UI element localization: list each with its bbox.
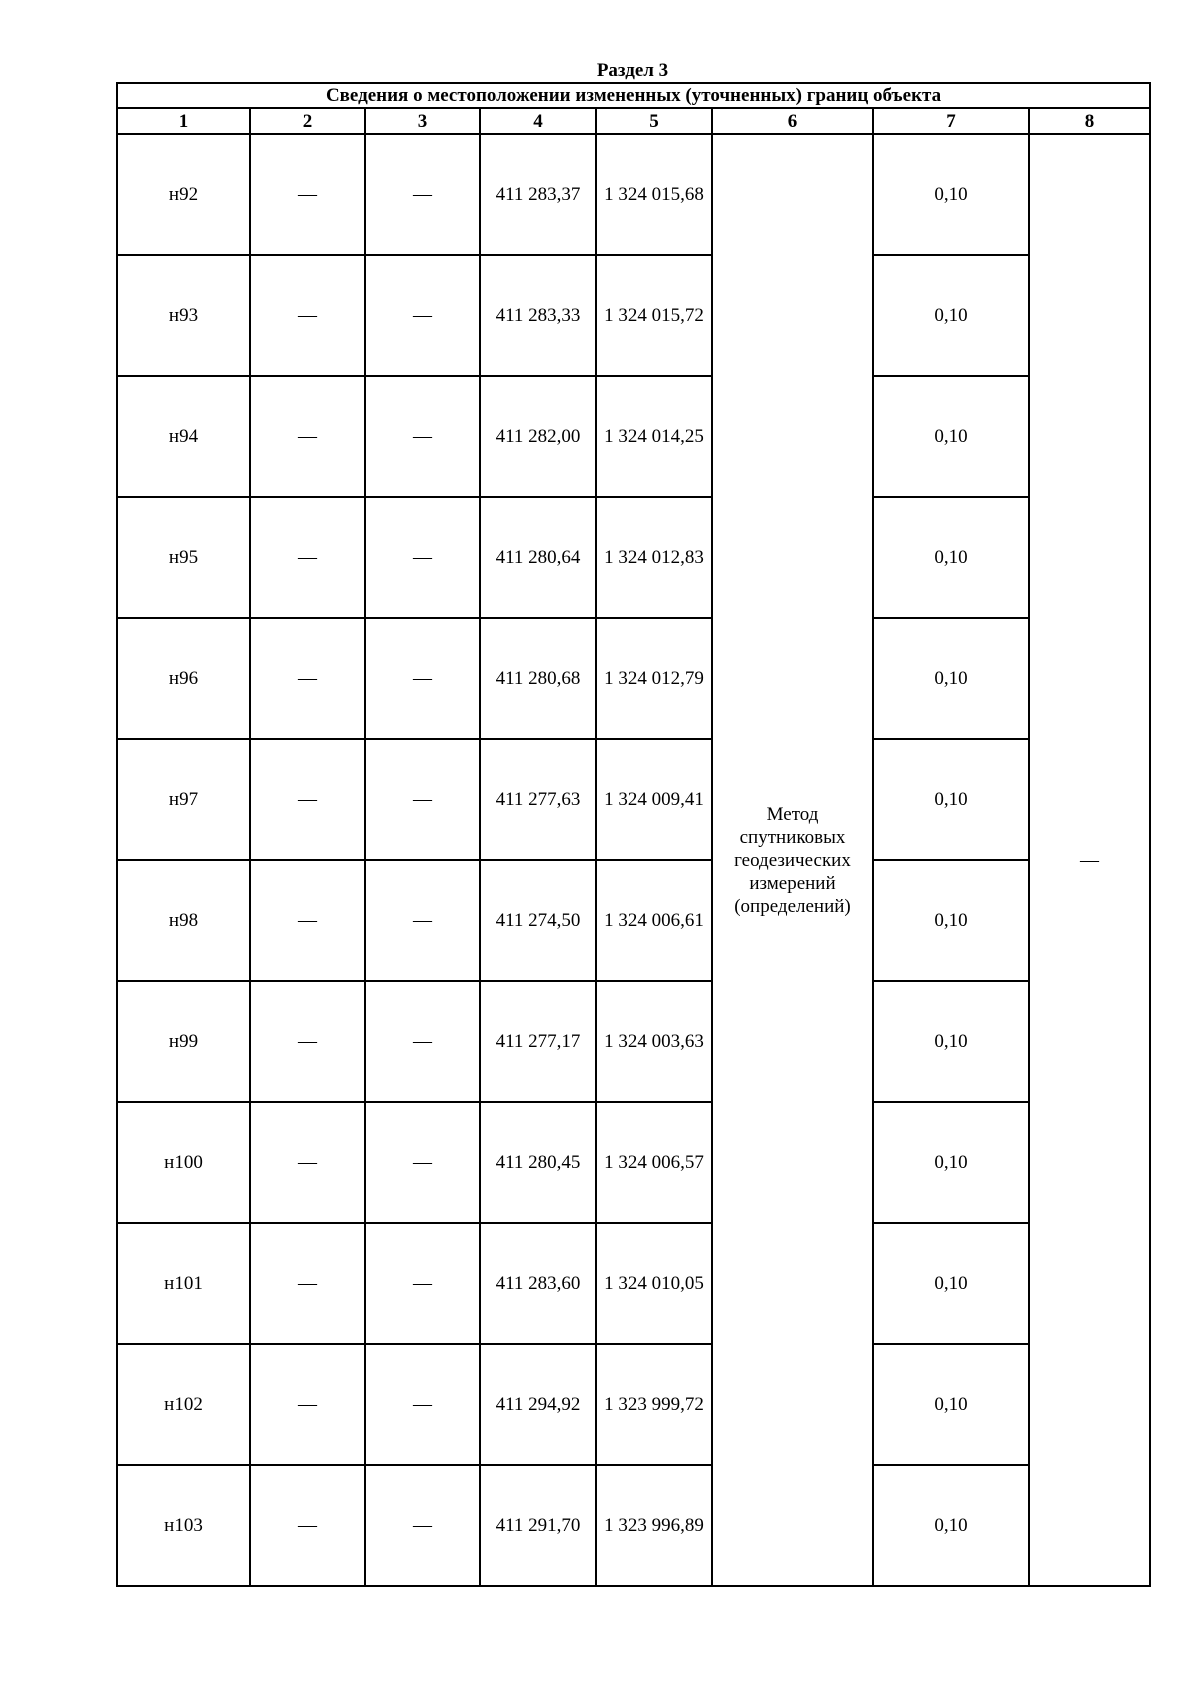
accuracy-cell: 0,10 (873, 255, 1029, 376)
table-caption: Сведения о местоположении измененных (уточненных) границ объекта (117, 83, 1150, 108)
point-name-cell: н103 (117, 1465, 250, 1586)
table-row (117, 255, 1150, 376)
column-2-cell: — (250, 134, 365, 255)
column-3-cell: — (365, 618, 480, 739)
column-3-cell: — (365, 1344, 480, 1465)
y-coordinate-cell: 1 324 010,05 (596, 1223, 712, 1344)
column-number: 5 (596, 108, 712, 134)
x-coordinate-cell: 411 274,50 (480, 860, 596, 981)
point-name-cell: н93 (117, 255, 250, 376)
column-3-cell: — (365, 1223, 480, 1344)
table-row (117, 1102, 1150, 1223)
table-row (117, 134, 1150, 255)
point-name-cell: н95 (117, 497, 250, 618)
point-name-cell: н102 (117, 1344, 250, 1465)
table-row (117, 981, 1150, 1102)
method-text: Метод спутниковых геодезических измерений (определений) (734, 803, 851, 917)
accuracy-cell: 0,10 (873, 860, 1029, 981)
y-coordinate-cell: 1 324 003,63 (596, 981, 712, 1102)
y-coordinate-cell: 1 324 012,83 (596, 497, 712, 618)
column-3-cell: — (365, 497, 480, 618)
x-coordinate-cell: 411 280,64 (480, 497, 596, 618)
x-coordinate-cell: 411 277,63 (480, 739, 596, 860)
y-coordinate-cell: 1 324 015,68 (596, 134, 712, 255)
table-row (117, 618, 1150, 739)
column-3-cell: — (365, 1102, 480, 1223)
column-8-cell: — (1029, 134, 1150, 1586)
x-coordinate-cell: 411 277,17 (480, 981, 596, 1102)
accuracy-cell: 0,10 (873, 1465, 1029, 1586)
table-row (117, 376, 1150, 497)
column-3-cell: — (365, 134, 480, 255)
x-coordinate-cell: 411 291,70 (480, 1465, 596, 1586)
column-2-cell: — (250, 860, 365, 981)
table-row (117, 860, 1150, 981)
accuracy-cell: 0,10 (873, 134, 1029, 255)
boundaries-table (116, 82, 1151, 1587)
section-title: Раздел 3 (596, 60, 669, 81)
column-number: 4 (480, 108, 596, 134)
point-name-cell: н98 (117, 860, 250, 981)
column-3-cell: — (365, 1465, 480, 1586)
column-3-cell: — (365, 860, 480, 981)
column-2-cell: — (250, 1102, 365, 1223)
table-row (117, 497, 1150, 618)
column-number: 2 (250, 108, 365, 134)
column-3-cell: — (365, 376, 480, 497)
x-coordinate-cell: 411 283,37 (480, 134, 596, 255)
y-coordinate-cell: 1 324 009,41 (596, 739, 712, 860)
column-number: 3 (365, 108, 480, 134)
y-coordinate-cell: 1 324 015,72 (596, 255, 712, 376)
point-name-cell: н94 (117, 376, 250, 497)
table-row (117, 739, 1150, 860)
y-coordinate-cell: 1 324 012,79 (596, 618, 712, 739)
column-3-cell: — (365, 255, 480, 376)
y-coordinate-cell: 1 324 006,57 (596, 1102, 712, 1223)
y-coordinate-cell: 1 323 996,89 (596, 1465, 712, 1586)
point-name-cell: н92 (117, 134, 250, 255)
column-number: 8 (1029, 108, 1150, 134)
table-row (117, 1344, 1150, 1465)
column-number: 6 (712, 108, 873, 134)
column-2-cell: — (250, 255, 365, 376)
x-coordinate-cell: 411 294,92 (480, 1344, 596, 1465)
column-number-row (117, 108, 1150, 134)
accuracy-cell: 0,10 (873, 1344, 1029, 1465)
column-3-cell: — (365, 981, 480, 1102)
accuracy-cell: 0,10 (873, 739, 1029, 860)
column-2-cell: — (250, 981, 365, 1102)
column-2-cell: — (250, 1465, 365, 1586)
x-coordinate-cell: 411 283,33 (480, 255, 596, 376)
x-coordinate-cell: 411 282,00 (480, 376, 596, 497)
point-name-cell: н99 (117, 981, 250, 1102)
table-caption-row (117, 83, 1150, 108)
accuracy-cell: 0,10 (873, 376, 1029, 497)
column-number: 1 (117, 108, 250, 134)
accuracy-cell: 0,10 (873, 981, 1029, 1102)
point-name-cell: н101 (117, 1223, 250, 1344)
accuracy-cell: 0,10 (873, 618, 1029, 739)
table-row (117, 1465, 1150, 1586)
y-coordinate-cell: 1 324 006,61 (596, 860, 712, 981)
x-coordinate-cell: 411 283,60 (480, 1223, 596, 1344)
y-coordinate-cell: 1 323 999,72 (596, 1344, 712, 1465)
column-2-cell: — (250, 739, 365, 860)
column-2-cell: — (250, 1344, 365, 1465)
column-2-cell: — (250, 497, 365, 618)
column-2-cell: — (250, 618, 365, 739)
x-coordinate-cell: 411 280,68 (480, 618, 596, 739)
point-name-cell: н100 (117, 1102, 250, 1223)
column-number: 7 (873, 108, 1029, 134)
y-coordinate-cell: 1 324 014,25 (596, 376, 712, 497)
point-name-cell: н97 (117, 739, 250, 860)
accuracy-cell: 0,10 (873, 497, 1029, 618)
column-2-cell: — (250, 376, 365, 497)
column-2-cell: — (250, 1223, 365, 1344)
column-3-cell: — (365, 739, 480, 860)
method-cell (712, 134, 873, 1586)
table-row (117, 1223, 1150, 1344)
accuracy-cell: 0,10 (873, 1102, 1029, 1223)
point-name-cell: н96 (117, 618, 250, 739)
x-coordinate-cell: 411 280,45 (480, 1102, 596, 1223)
accuracy-cell: 0,10 (873, 1223, 1029, 1344)
